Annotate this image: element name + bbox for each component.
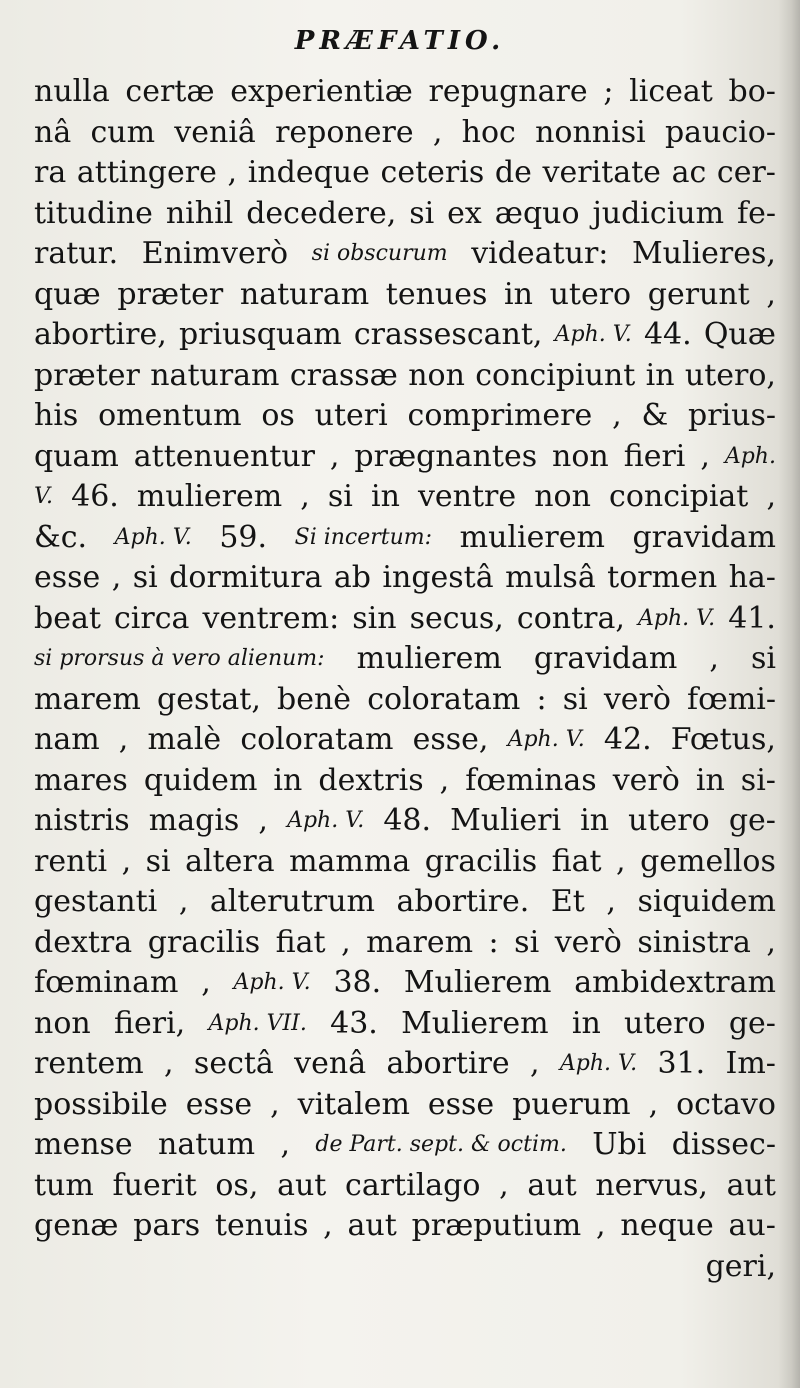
text-line (34, 72, 776, 113)
word: judicium (592, 195, 725, 231)
text-line (34, 1125, 776, 1166)
word: ra (34, 155, 67, 190)
word: omentum (98, 398, 242, 433)
word: , (258, 803, 268, 838)
word: Mulieri (450, 803, 562, 838)
word: , (766, 479, 776, 514)
word: tenues (385, 276, 488, 312)
word: 38. (333, 965, 382, 1000)
word: utero, (684, 357, 776, 393)
word: nulla (34, 74, 110, 109)
word: os, (215, 1167, 259, 1203)
italic-citation: Aph. V. (554, 322, 632, 347)
word: venâ (294, 1046, 367, 1081)
word: mares (34, 762, 128, 798)
word: magis (148, 803, 240, 838)
word: nonnisi (535, 114, 646, 150)
text-line (34, 801, 776, 842)
word: neque (620, 1208, 714, 1243)
word: , (612, 398, 622, 433)
word: crassæ (289, 357, 398, 393)
word: , (227, 155, 238, 190)
text-line (34, 315, 776, 356)
word: cum (90, 114, 156, 150)
word: , (432, 114, 443, 150)
word: coloratam (367, 681, 521, 717)
word: attingere (76, 155, 217, 190)
word: non (408, 357, 465, 393)
word: geri, (705, 1248, 776, 1284)
word: in (273, 762, 303, 798)
word: Mulierem (403, 965, 552, 1000)
word: pars (133, 1208, 201, 1243)
word: puerum (512, 1086, 631, 1122)
text-line (34, 680, 776, 721)
word: quam (34, 438, 119, 474)
word: au- (728, 1208, 776, 1243)
word: tum (34, 1167, 94, 1203)
word: ge- (728, 803, 776, 838)
word: sectâ (193, 1046, 274, 1081)
word: Et (550, 884, 585, 919)
running-header: PRÆFATIO. (294, 26, 506, 56)
word: , (766, 276, 776, 312)
word: fieri, (113, 1005, 186, 1041)
word: utero (628, 803, 710, 838)
text-line (34, 882, 776, 923)
word: nam (34, 722, 100, 757)
word: verò (554, 924, 622, 960)
word: cer- (716, 155, 776, 190)
word: naturam (150, 357, 280, 393)
word: si (562, 681, 588, 717)
word: , (178, 884, 189, 919)
text-line (34, 234, 776, 275)
word: præter (34, 357, 140, 393)
text-line (34, 1247, 776, 1288)
text-line (34, 761, 776, 802)
word: ceteris (380, 155, 485, 190)
word: Mulieres, (631, 236, 776, 271)
word: os (261, 398, 295, 433)
word: titudine (34, 195, 153, 231)
word: mulsâ (505, 560, 596, 595)
word: fœminam (34, 965, 179, 1000)
word: renti (34, 843, 108, 879)
word: Ubi (592, 1127, 647, 1162)
word: nervus, (595, 1167, 708, 1203)
word: : (536, 681, 547, 717)
text-line (34, 153, 776, 194)
text-line (34, 1166, 776, 1207)
word: octavo (676, 1086, 776, 1122)
word: nihil (165, 195, 234, 231)
page-edge-shadow (778, 0, 800, 1388)
word: si (132, 560, 158, 595)
italic-citation: de Part. sept. & octim. (315, 1132, 567, 1157)
word: Enimverò (141, 236, 289, 271)
word: mense (34, 1127, 133, 1162)
word: si (409, 195, 435, 231)
word: marem (34, 681, 141, 717)
word: : (488, 924, 499, 960)
word: esse (185, 1086, 253, 1122)
word: esse (427, 1086, 495, 1122)
word: crassescant, (353, 317, 543, 352)
word: malè (147, 722, 222, 757)
word: nâ (34, 114, 72, 150)
word: gestat, (157, 681, 261, 717)
word: , (596, 1208, 606, 1243)
word: 43. (330, 1005, 378, 1041)
word: altera (185, 843, 275, 879)
word: in (645, 357, 675, 393)
word: 48. (383, 803, 432, 838)
text-line (34, 1206, 776, 1247)
word: non (552, 438, 609, 474)
word: gracilis (424, 843, 538, 879)
word: , (121, 843, 132, 879)
body-text (34, 72, 776, 1287)
text-line (34, 275, 776, 316)
text-line (34, 1085, 776, 1126)
word: si (145, 843, 171, 879)
word: veritate (542, 155, 661, 190)
word: nistris (34, 803, 130, 838)
word: gestanti (34, 884, 158, 919)
text-line (34, 720, 776, 761)
word: dextris (318, 762, 424, 798)
word: fiat (551, 843, 602, 879)
word: prius- (687, 398, 776, 433)
word: mamma (289, 843, 411, 879)
italic-citation: si obscurum (311, 241, 448, 266)
word: Fœtus, (670, 722, 776, 757)
word: in (370, 479, 400, 514)
word: naturam (239, 276, 370, 312)
word: de (494, 155, 532, 190)
word: benè (277, 681, 352, 717)
word: sin (352, 600, 397, 636)
word: dormitura (169, 560, 323, 595)
word: non (34, 1005, 91, 1041)
word: marem (366, 924, 474, 960)
word: ingestâ (382, 560, 494, 595)
word: , (700, 438, 710, 474)
text-line (34, 477, 776, 518)
word: ventrem: (202, 600, 340, 636)
word: hoc (461, 114, 516, 150)
text-line (34, 113, 776, 154)
word: mulierem (356, 641, 502, 676)
word: alterutrum (209, 884, 376, 919)
word: 46. (71, 479, 119, 514)
italic-citation: Aph. (724, 443, 776, 469)
word: gemellos (640, 843, 776, 879)
word: aut (277, 1167, 327, 1203)
word: utero (549, 276, 632, 312)
word: coloratam (240, 722, 394, 757)
word: vitalem (297, 1086, 410, 1122)
text-line (34, 639, 776, 680)
word: in (504, 276, 533, 312)
text-line (34, 437, 776, 478)
word: , (648, 1086, 659, 1122)
word: tormen (607, 560, 718, 595)
word: mulierem (136, 479, 283, 514)
word: ratur. (34, 236, 119, 271)
word: ex (447, 195, 482, 231)
word: veniâ (174, 114, 256, 150)
word: , (329, 438, 340, 474)
word: comprimere (407, 398, 593, 433)
word: ab (333, 560, 371, 595)
word: dissec- (671, 1127, 776, 1162)
word: circa (113, 600, 190, 636)
word: si- (740, 762, 776, 798)
word: gracilis (147, 924, 261, 960)
word: , (499, 1167, 509, 1203)
text-line (34, 558, 776, 599)
word: contra, (516, 600, 625, 636)
word: , (118, 722, 129, 757)
word: ac (671, 155, 707, 190)
word: concipiunt (475, 357, 636, 393)
italic-citation: Aph. V. (287, 808, 365, 833)
word: 31. (657, 1046, 706, 1081)
word: videatur: (471, 236, 609, 271)
word: aut (726, 1167, 776, 1203)
word: possibile (34, 1086, 168, 1122)
text-line (34, 356, 776, 397)
word: , (300, 479, 310, 514)
word: non (534, 479, 591, 514)
word: decedere, (246, 195, 397, 231)
text-line (34, 599, 776, 640)
word: si (750, 641, 776, 676)
word: gerunt (647, 276, 750, 312)
word: natum (158, 1127, 256, 1162)
word: verò (612, 762, 680, 798)
word: reponere (275, 114, 414, 150)
word: abortire, (34, 317, 167, 352)
text-line (34, 963, 776, 1004)
word: , (280, 1127, 290, 1162)
word: ambidextram (574, 965, 776, 1000)
word: esse (34, 560, 101, 595)
word: , (111, 560, 122, 595)
word: 44. (643, 317, 692, 352)
italic-citation: Si incertum: (294, 524, 433, 550)
word: fœminas (465, 762, 597, 798)
word: &c. (34, 519, 88, 555)
word: , (164, 1046, 174, 1081)
word: fe- (736, 195, 776, 231)
italic-citation: Aph. V. (638, 605, 716, 631)
text-line (34, 842, 776, 883)
word: secus, (409, 600, 504, 636)
word: his (34, 398, 79, 433)
word: abortire. (396, 884, 530, 919)
word: abortire (386, 1046, 510, 1081)
word: præputium (411, 1208, 582, 1243)
word: genæ (34, 1208, 119, 1243)
word: mulierem (459, 519, 605, 555)
word: ge- (728, 1005, 776, 1041)
word: beat (34, 600, 101, 636)
word: ventre (417, 479, 517, 514)
word: gravidam (533, 641, 678, 676)
text-line (34, 396, 776, 437)
word: in (695, 762, 725, 798)
italic-citation: Aph. VII. (208, 1010, 307, 1036)
word: utero (624, 1005, 706, 1041)
word: prægnantes (354, 438, 538, 474)
word: , (606, 884, 616, 919)
word: fieri (623, 438, 686, 474)
italic-citation: si prorsus à vero alienum: (34, 646, 325, 671)
text-line (34, 194, 776, 235)
word: repugnare (428, 74, 588, 109)
word: 59. (219, 519, 268, 555)
italic-citation: Aph. V. (507, 727, 585, 752)
word: , (201, 965, 211, 1000)
word: , (616, 843, 626, 879)
word: fiat (275, 924, 326, 960)
word: , (530, 1046, 540, 1081)
word: , (323, 1208, 333, 1243)
word: aut (347, 1208, 397, 1243)
word: siquidem (637, 884, 776, 919)
word: si (514, 924, 540, 960)
word: , (439, 762, 450, 798)
text-line (34, 1044, 776, 1085)
word: 41. (728, 600, 776, 636)
word: esse, (412, 722, 489, 757)
word: fœmi- (687, 681, 776, 717)
word: , (766, 924, 776, 960)
word: quidem (143, 762, 258, 798)
word: æquo (494, 195, 580, 231)
text-line (34, 923, 776, 964)
word: Quæ (703, 317, 776, 352)
word: paucio- (664, 114, 776, 150)
word: uteri (314, 398, 388, 433)
text-line (34, 518, 776, 559)
word: concipiat (609, 479, 749, 514)
italic-citation: Aph. V. (559, 1051, 638, 1076)
word: quæ (34, 276, 101, 312)
word: , (709, 641, 719, 676)
word: tenuis (214, 1208, 309, 1243)
word: in (571, 1005, 601, 1041)
word: 42. (603, 722, 652, 757)
word: verò (603, 681, 671, 717)
word: certæ (125, 74, 215, 109)
word: sinistra (637, 924, 751, 960)
word: , (270, 1086, 280, 1122)
italic-citation: V. (34, 484, 54, 509)
text-line (34, 1004, 776, 1045)
italic-citation: Aph. V. (233, 970, 311, 995)
word: præter (117, 276, 224, 312)
word: attenuentur (133, 438, 315, 474)
word: ; (603, 74, 614, 109)
word: Im- (725, 1046, 776, 1081)
word: dextra (34, 924, 133, 960)
word: si (327, 479, 353, 514)
word: cartilago (345, 1167, 481, 1203)
italic-citation: Aph. V. (114, 524, 192, 550)
word: Mulierem (401, 1005, 549, 1041)
word: bo- (728, 74, 776, 109)
word: , (341, 924, 351, 960)
word: experientiæ (230, 74, 413, 109)
word: & (641, 398, 669, 433)
word: priusquam (178, 317, 342, 352)
word: liceat (629, 74, 713, 109)
word: ha- (728, 560, 776, 595)
word: in (580, 803, 610, 838)
word: aut (527, 1167, 577, 1203)
word: indeque (247, 155, 370, 190)
word: rentem (34, 1046, 144, 1081)
word: fuerit (112, 1167, 197, 1203)
word: gravidam (632, 519, 776, 555)
